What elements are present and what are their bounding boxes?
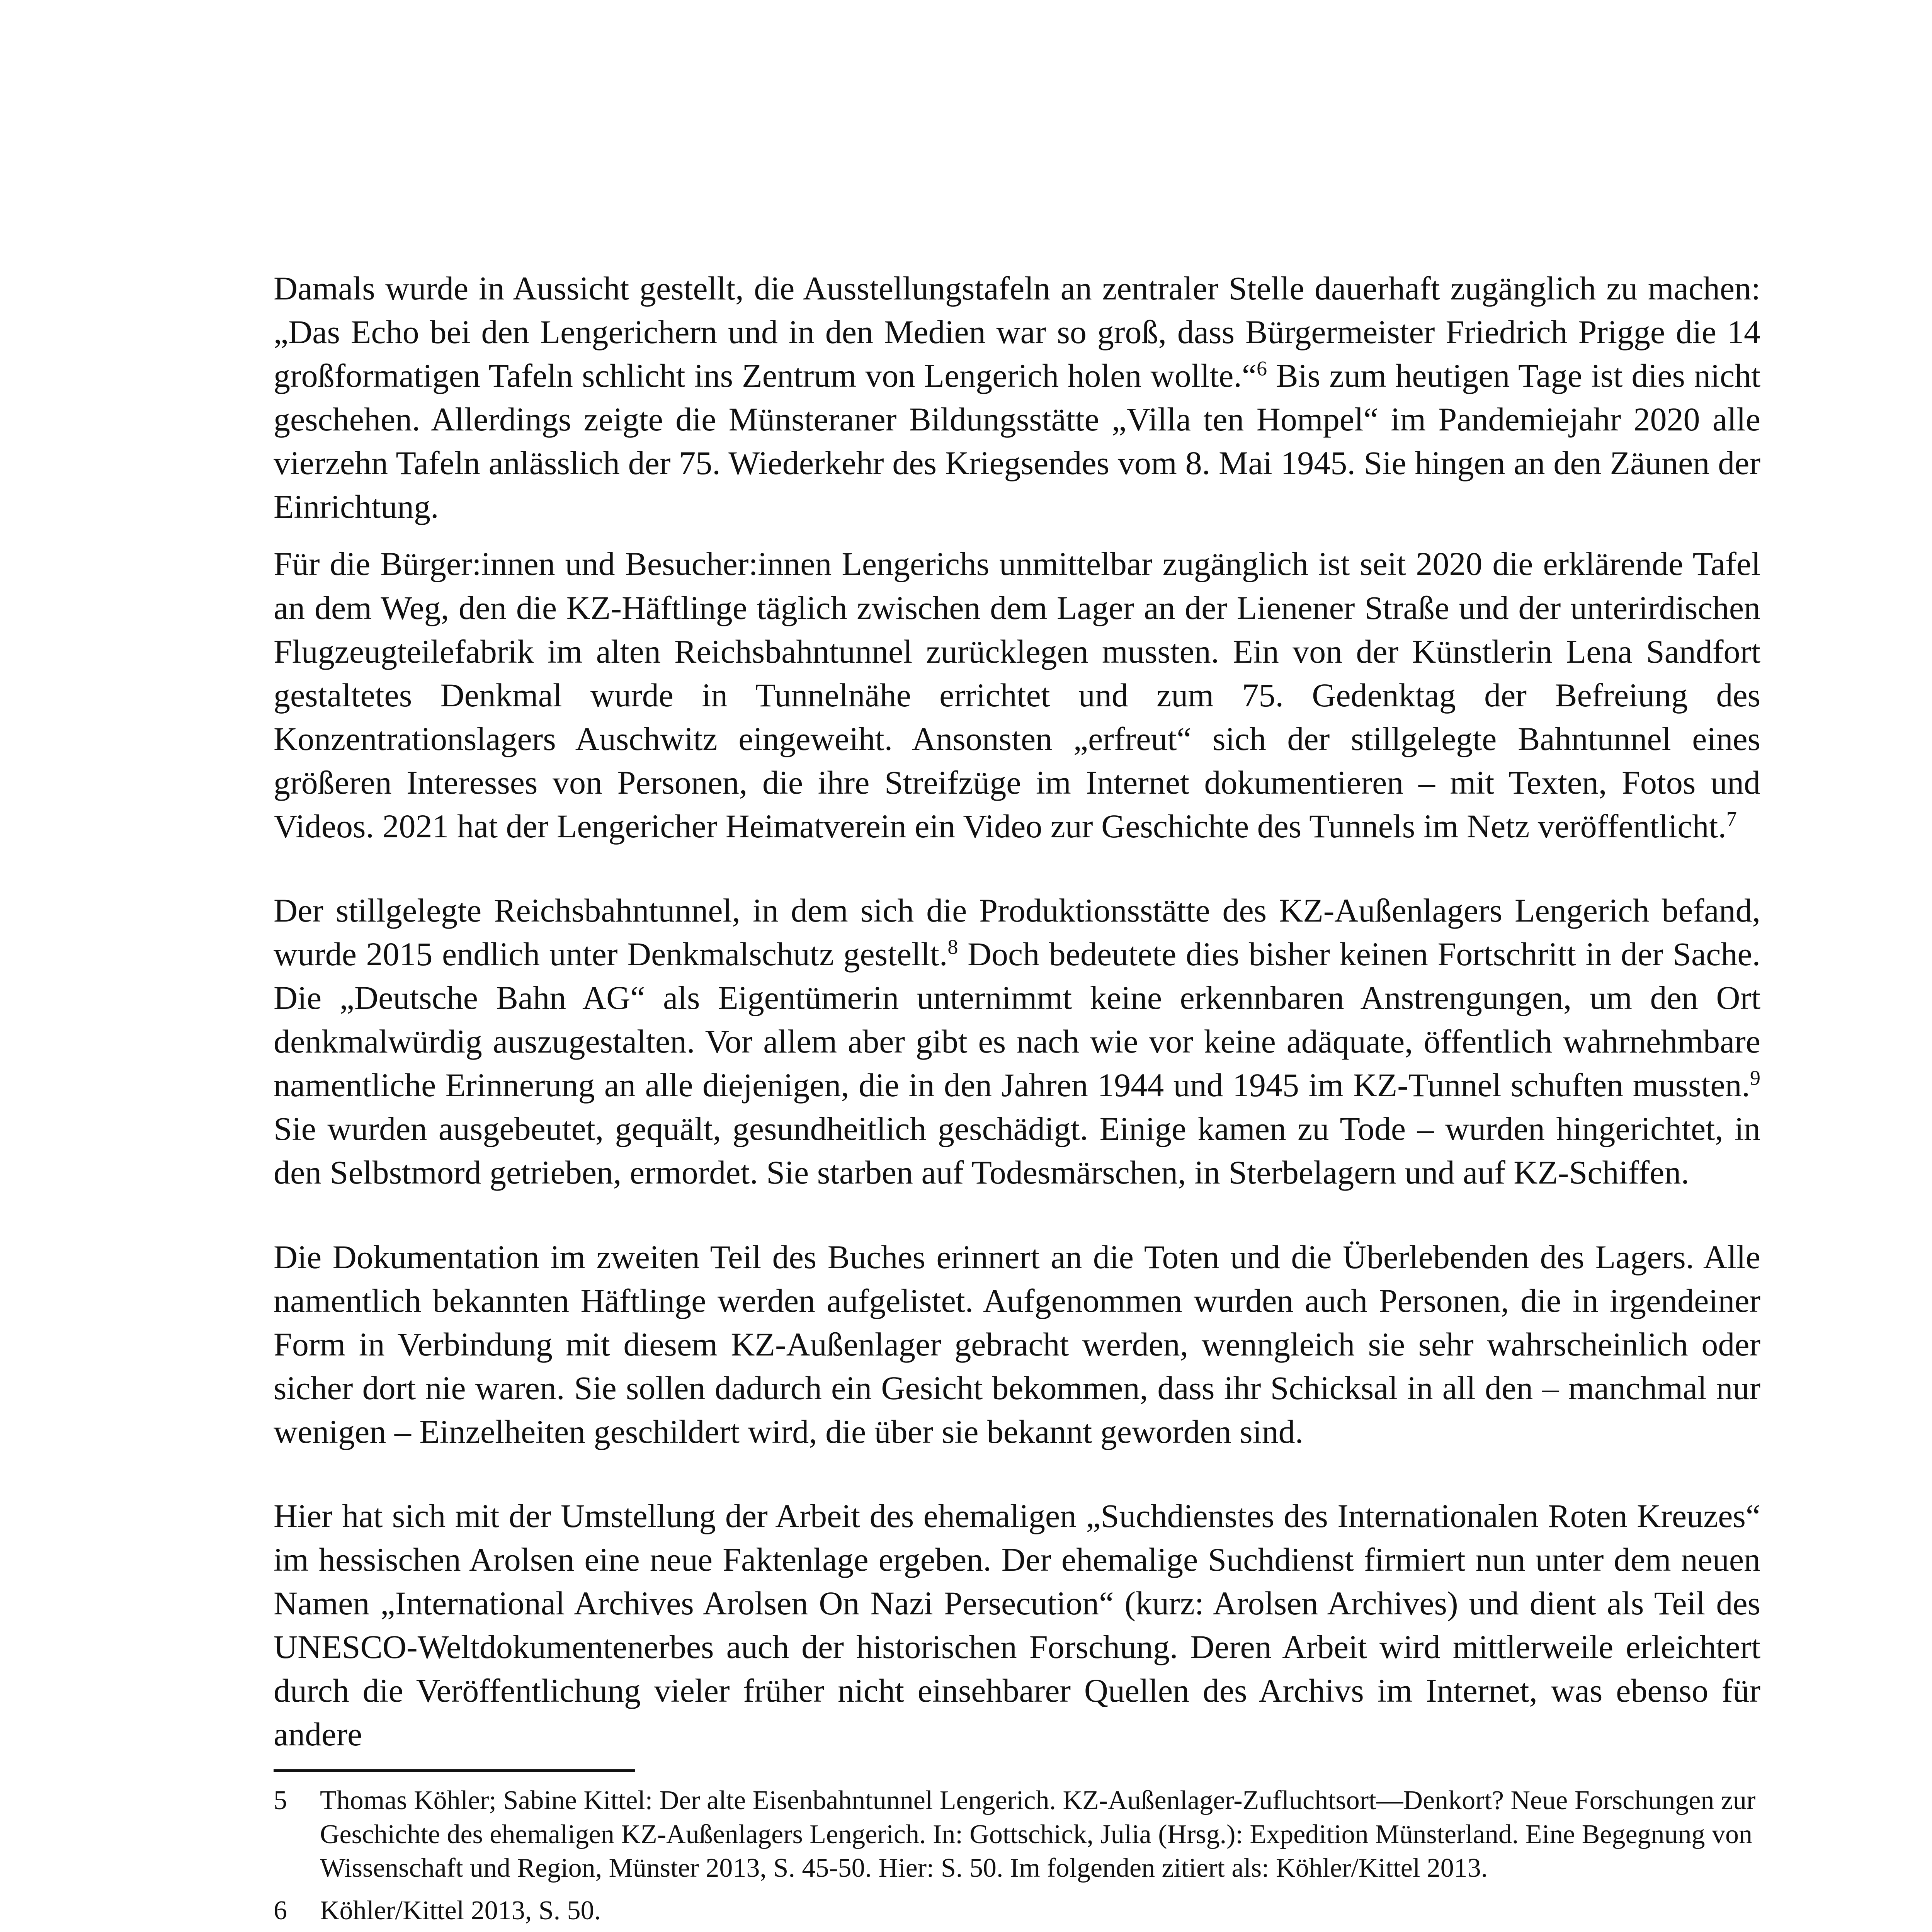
footnote-5 [274, 1784, 1760, 1885]
paragraph-1-text: Damals wurde in Aussicht gestellt, die Ausstellungstafeln an zentraler Stelle dauerhaft zugänglich zu machen: „Das Echo bei den Lengerichern und in den Medien war so groß, dass Bürgermeister Friedrich Prigge die 14 großformatigen Tafeln schlicht ins Zentrum von Lengerich holen wollte.“ [274, 270, 1760, 395]
paragraph-2-text: Für die Bürger:innen und Besucher:innen Lengerichs unmittelbar zugänglich ist seit 2020 die erklärende Tafel an dem Weg, den die KZ-Häftlinge täglich zwischen dem Lager an der Lienener Straße und der unterirdischen Flugzeugteilefabrik im alten Reichsbahntunnel zurücklegen mussten. Ein von der Künstlerin Lena Sandfort gestaltetes Denkmal wurde in Tunnelnähe errichtet und zum 75. Gedenktag der Befreiung des Konzentrationslagers Auschwitz eingeweiht. Ansonsten „erfreut“ sich der stillgelegte Bahntunnel eines größeren Interesses von Personen, die ihre Streifzüge im Internet dokumentieren – mit Texten, Fotos und Videos. 2021 hat der Lengericher Heimatverein ein Video zur Geschichte des Tunnels im Netz veröffentlicht. [274, 545, 1760, 845]
footnote-list [274, 1784, 1760, 1932]
footnote-ref-7: 7 [1726, 807, 1737, 831]
paragraph-5-text: Hier hat sich mit der Umstellung der Arbeit des ehemaligen „Suchdienstes des Internationalen Roten Kreuzes“ im hessischen Arolsen eine neue Faktenlage ergeben. Der ehemalige Suchdienst firmiert nun unter dem neuen Namen „International Archives Arolsen On Nazi Persecution“ (kurz: Arolsen Archives) und dient als Teil des UNESCO-Weltdokumentenerbes auch der historischen Forschung. Deren Arbeit wird mittlerweile erleichtert durch die Veröffentlichung vieler früher nicht einsehbarer Quellen des Archivs im Internet, was ebenso für andere [274, 1497, 1760, 1753]
paragraph-2 [274, 542, 1760, 848]
paragraph-5 [274, 1494, 1760, 1756]
paragraph-1-text-cont: Bis zum heutigen Tage ist dies nicht geschehen. Allerdings zeigte die Münsteraner Bildungsstätte „Villa ten Hompel“ im Pandemiejahr 2020 alle vierzehn Tafeln anlässlich der 75. Wiederkehr des Kriegsendes vom 8. Mai 1945. Sie hingen an den Zäunen der Einrichtung. [274, 357, 1760, 526]
footnote-ref-9: 9 [1750, 1066, 1760, 1090]
footnote-divider [274, 1769, 635, 1772]
footnote-6 [274, 1894, 1760, 1928]
footnote-ref-8: 8 [947, 935, 958, 959]
paragraph-4 [274, 1235, 1760, 1454]
document-page [274, 267, 1760, 1932]
paragraph-3 [274, 889, 1760, 1195]
paragraph-1 [274, 267, 1760, 529]
footnote-number: 6 [274, 1895, 287, 1925]
paragraph-3-text: Der stillgelegte Reichsbahntunnel, in dem sich die Produktionsstätte des KZ-Außenlagers Lengerich befand, wurde 2015 endlich unter Denkmalschutz gestellt. [274, 892, 1760, 973]
footnote-number: 5 [274, 1786, 287, 1816]
footnote-text: Thomas Köhler; Sabine Kittel: Der alte Eisenbahntunnel Lengerich. KZ-Außenlager-Zufluchtsort—Denkort? Neue Forschungen zur Geschichte des ehemaligen KZ-Außenlagers Lengerich. In: Gottschick, Julia (Hrsg.): Expedition Münsterland. Eine Begegnung von Wissenschaft und Region, Münster 2013, S. 45-50. Hier: S. 50. Im folgenden zitiert als: Köhler/Kittel 2013. [320, 1786, 1756, 1883]
paragraph-3-text-end: Sie wurden ausgebeutet, gequält, gesundheitlich geschädigt. Einige kamen zu Tode – wurden hingerichtet, in den Selbstmord getrieben, ermordet. Sie starben auf Todesmärschen, in Sterbelagern und auf KZ-Schiffen. [274, 1110, 1760, 1191]
paragraph-4-text: Die Dokumentation im zweiten Teil des Buches erinnert an die Toten und die Überlebenden des Lagers. Alle namentlich bekannten Häftlinge werden aufgelistet. Aufgenommen wurden auch Personen, die in irgendeiner Form in Verbindung mit diesem KZ-Außenlager gebracht werden, wenngleich sie sehr wahrscheinlich oder sicher dort nie waren. Sie sollen dadurch ein Gesicht bekommen, dass ihr Schicksal in all den – manchmal nur wenigen – Einzelheiten geschildert wird, die über sie bekannt geworden sind. [274, 1238, 1760, 1450]
footnote-ref-6: 6 [1257, 357, 1267, 380]
paragraph-3-text-cont: Doch bedeutete dies bisher keinen Fortschritt in der Sache. Die „Deutsche Bahn AG“ als Eigentümerin unternimmt keine erkennbaren Anstrengungen, um den Ort denkmalwürdig auszugestalten. Vor allem aber gibt es nach wie vor keine adäquate, öffentlich wahrnehmbare namentliche Erinnerung an alle diejenigen, die in den Jahren 1944 und 1945 im KZ-Tunnel schuften mussten. [274, 935, 1760, 1104]
footnote-text: Köhler/Kittel 2013, S. 50. [320, 1895, 601, 1925]
